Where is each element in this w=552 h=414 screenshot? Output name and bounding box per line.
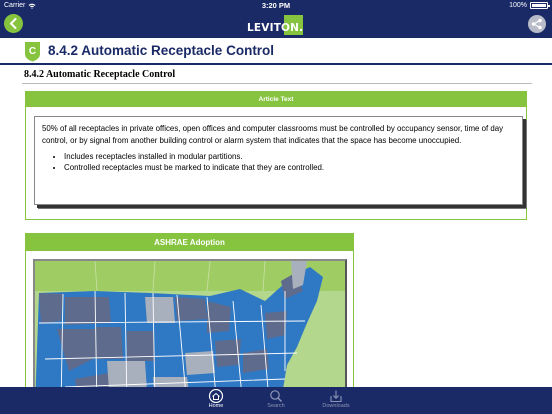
tab-downloads-label: Downloads <box>322 403 350 409</box>
heading-divider <box>22 83 532 84</box>
article-bullet: • Controlled receptacles must be marked to indicate that they are controlled. <box>64 162 516 173</box>
chapter-badge-icon <box>24 41 41 62</box>
article-bullet: • Includes receptacles installed in modular partitions. <box>64 151 516 162</box>
tab-search[interactable] <box>246 389 306 409</box>
battery-percent: 100% <box>509 2 527 9</box>
tab-home-label: Home <box>208 403 224 409</box>
status-bar <box>0 0 552 12</box>
page-title: 8.4.2 Automatic Receptacle Control <box>48 43 275 58</box>
chapter-badge-letter: C <box>28 46 37 57</box>
tab-home[interactable] <box>186 389 246 409</box>
section-heading: 8.4.2 Automatic Receptacle Control <box>24 69 176 80</box>
tab-search-label: Search <box>267 403 285 409</box>
back-button[interactable] <box>4 14 23 33</box>
chevron-left-icon <box>9 18 18 29</box>
status-time: 3:20 PM <box>261 1 291 10</box>
tab-bar <box>0 387 552 414</box>
ashrae-panel-header: ASHRAE Adoption <box>26 234 353 251</box>
share-button[interactable] <box>528 15 546 33</box>
search-icon <box>268 389 284 403</box>
logo-text: LEVITON. <box>247 22 304 34</box>
home-icon <box>208 389 224 403</box>
ashrae-adoption-map <box>33 259 347 387</box>
us-map-graphic <box>35 261 345 387</box>
tab-downloads[interactable] <box>306 389 366 409</box>
ashrae-panel <box>25 233 354 387</box>
title-bar <box>0 38 552 65</box>
battery-icon <box>530 2 548 9</box>
content-area[interactable] <box>0 65 552 387</box>
article-bullet-list <box>42 151 516 173</box>
download-icon <box>328 389 344 403</box>
share-icon <box>531 18 543 30</box>
carrier-label: Carrier <box>4 2 26 9</box>
article-text-box <box>34 116 523 205</box>
article-paragraph: 50% of all receptacles in private offices, open offices and computer classrooms must be controlled by occupancy sensor, time of day control, or by signal from another building control or alarm system that indicates that the space has become unoccupied. <box>42 124 504 145</box>
article-panel <box>25 91 527 220</box>
app-header <box>0 0 552 38</box>
article-panel-header: Article Text <box>26 92 526 107</box>
